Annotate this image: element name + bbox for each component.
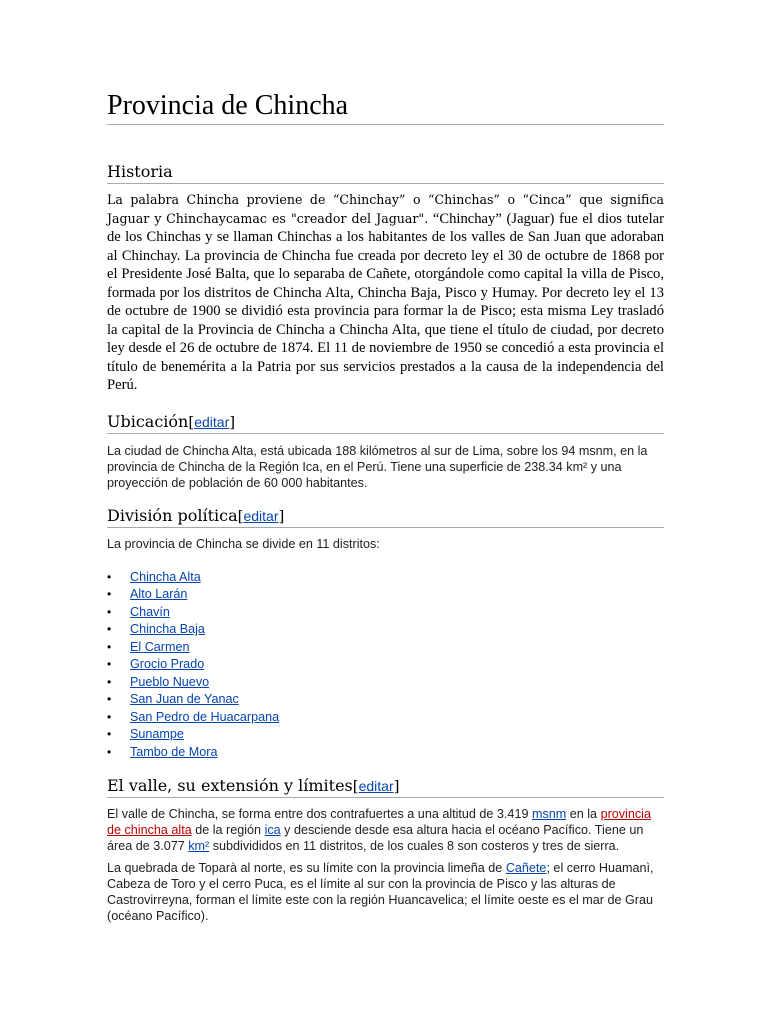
district-link-chavin[interactable]: Chavín [130,604,170,619]
section-historia [107,161,664,395]
list-item [107,691,664,709]
list-item [107,621,664,639]
bullet: • [107,569,112,584]
heading-text: El valle, su extensión y límites [107,776,353,795]
text-span: en la [566,807,601,821]
district-link-chincha-alta[interactable]: Chincha Alta [130,569,201,584]
edit-link-ubicacion[interactable]: editar [194,413,230,430]
edit-open-bracket: [ [352,777,359,795]
section-el-valle [107,775,664,924]
text-span: y desciende desde esa altura hacia el océano Pacífico. Tiene un área de 3.077 [107,823,644,853]
list-item [107,744,664,762]
bullet: • [107,622,112,636]
bullet: • [107,674,112,689]
district-link-el-carmen[interactable]: El Carmen [130,639,190,654]
bullet: • [107,604,112,619]
district-link-pueblo-nuevo[interactable]: Pueblo Nuevo [130,674,210,689]
bullet: • [107,744,112,759]
edit-link-valle[interactable]: editar [358,778,394,794]
link-km2[interactable]: km² [188,839,210,853]
valle-paragraph-1 [107,806,664,854]
text-span: ; el cerro Huamanì, Cabeza de Toro y el cerro Puca, es el límite al sur con la provincia de Pisco y las alturas de Castrovirreyna, forman el límite este con la región Huancavelica; el límite oeste es el mar de Grau (océano Pacífico). [107,861,654,923]
list-item [107,586,664,604]
heading-text: Ubicación [107,411,189,431]
section-ubicacion [107,411,664,491]
heading-text: División política [107,505,238,525]
historia-first-line: La palabra Chincha proviene de “Chinchay” o “Chinchas” o “Cinca” que significa Jaguar y [107,192,664,226]
bullet: • [107,709,112,724]
link-msnm[interactable]: msnm [531,807,567,821]
section-heading-ubicacion [107,411,664,434]
section-division-politica [107,505,664,762]
bullet: • [107,692,112,706]
redlink-provincia-de-chincha-alta[interactable]: provincia de chincha alta [107,807,651,837]
district-link-sunampe[interactable]: Sunampe [130,727,184,741]
list-item [107,569,664,587]
edit-close-bracket: ] [393,777,400,795]
link-canete[interactable]: Cañete [505,861,547,875]
district-link-san-pedro-de-huacarpana[interactable]: San Pedro de Huacarpana [130,709,280,724]
section-heading-valle [107,775,664,798]
division-intro: La provincia de Chincha se divide en 11 distritos: [107,536,380,551]
section-heading-division [107,505,664,528]
edit-open-bracket: [ [237,506,244,525]
historia-second-line: Chinchaycamac es "creador del Jaguar". [166,210,429,226]
list-item [107,639,664,657]
bullet: • [107,657,112,671]
text-span: de la región [191,823,265,837]
edit-link-division[interactable]: editar [243,507,279,524]
text-span: La quebrada de Toparà al norte, es su límite con la provincia limeña de [107,861,506,875]
district-link-grocio-prado[interactable]: Grocio Prado [130,657,205,671]
list-item [107,604,664,622]
district-link-tambo-de-mora[interactable]: Tambo de Mora [130,744,218,759]
article-content [107,88,664,924]
list-item [107,656,664,674]
bullet: • [107,639,112,654]
district-link-san-juan-de-yanac[interactable]: San Juan de Yanac [130,692,239,706]
district-list [107,569,664,762]
list-item [107,709,664,727]
edit-open-bracket: [ [188,412,195,431]
ubicacion-paragraph: La ciudad de Chincha Alta, está ubicada 188 kilómetros al sur de Lima, sobre los 94 msnm, en la provincia de Chincha de la Región Ica, en el Perú. Tiene una superficie de 238.34 km² y una proyección de población de 60 000 habitantes. [107,443,648,490]
list-item [107,674,664,692]
text-span: El valle de Chincha, se forma entre dos contrafuertes a una altitud de 3.419 [107,807,532,821]
historia-paragraph [107,191,664,395]
text-span: subdivididos en 11 distritos, de los cuales 8 son costeros y tres de sierra. [209,839,620,853]
bullet: • [107,727,112,741]
edit-close-bracket: ] [278,506,285,525]
heading-text: Historia [107,162,173,181]
list-item [107,726,664,744]
bullet: • [107,587,112,601]
historia-body: “Chinchay” (Jaguar) fue el dios tutelar de los Chinchas y se llaman Chinchas a los habitantes de los valles de San Juan que adoraban al Chinchay. La provincia de Chincha fue creada por decreto ley el 30 de octubre de 1868 por el Presidente José Balta, que lo separaba de Cañete, otorgándole como capital la villa de Pisco, formada por los distritos de Chincha Alta, Chincha Baja, Pisco y Humay. Por decreto ley el 13 de octubre de 1900 se dividió esta provincia para formar la de Pisco; esta misma Ley trasladó la capital de la Provincia de Chincha a Chincha Alta, que tiene el título de ciudad, por decreto ley desde el 26 de octubre de 1874. El 11 de noviembre de 1950 se concedió a esta provincia el título de benemérita a la Patria por sus servicios prestados a la causa de la independencia del Perú. [107,210,664,393]
district-link-alto-laran[interactable]: Alto Larán [130,587,188,601]
valle-paragraph-2 [107,860,664,924]
page-title: Provincia de Chincha [107,88,664,125]
district-link-chincha-baja[interactable]: Chincha Baja [130,622,205,636]
section-heading-historia [107,161,664,184]
edit-close-bracket: ] [229,412,236,431]
link-ica[interactable]: ica [264,823,281,837]
